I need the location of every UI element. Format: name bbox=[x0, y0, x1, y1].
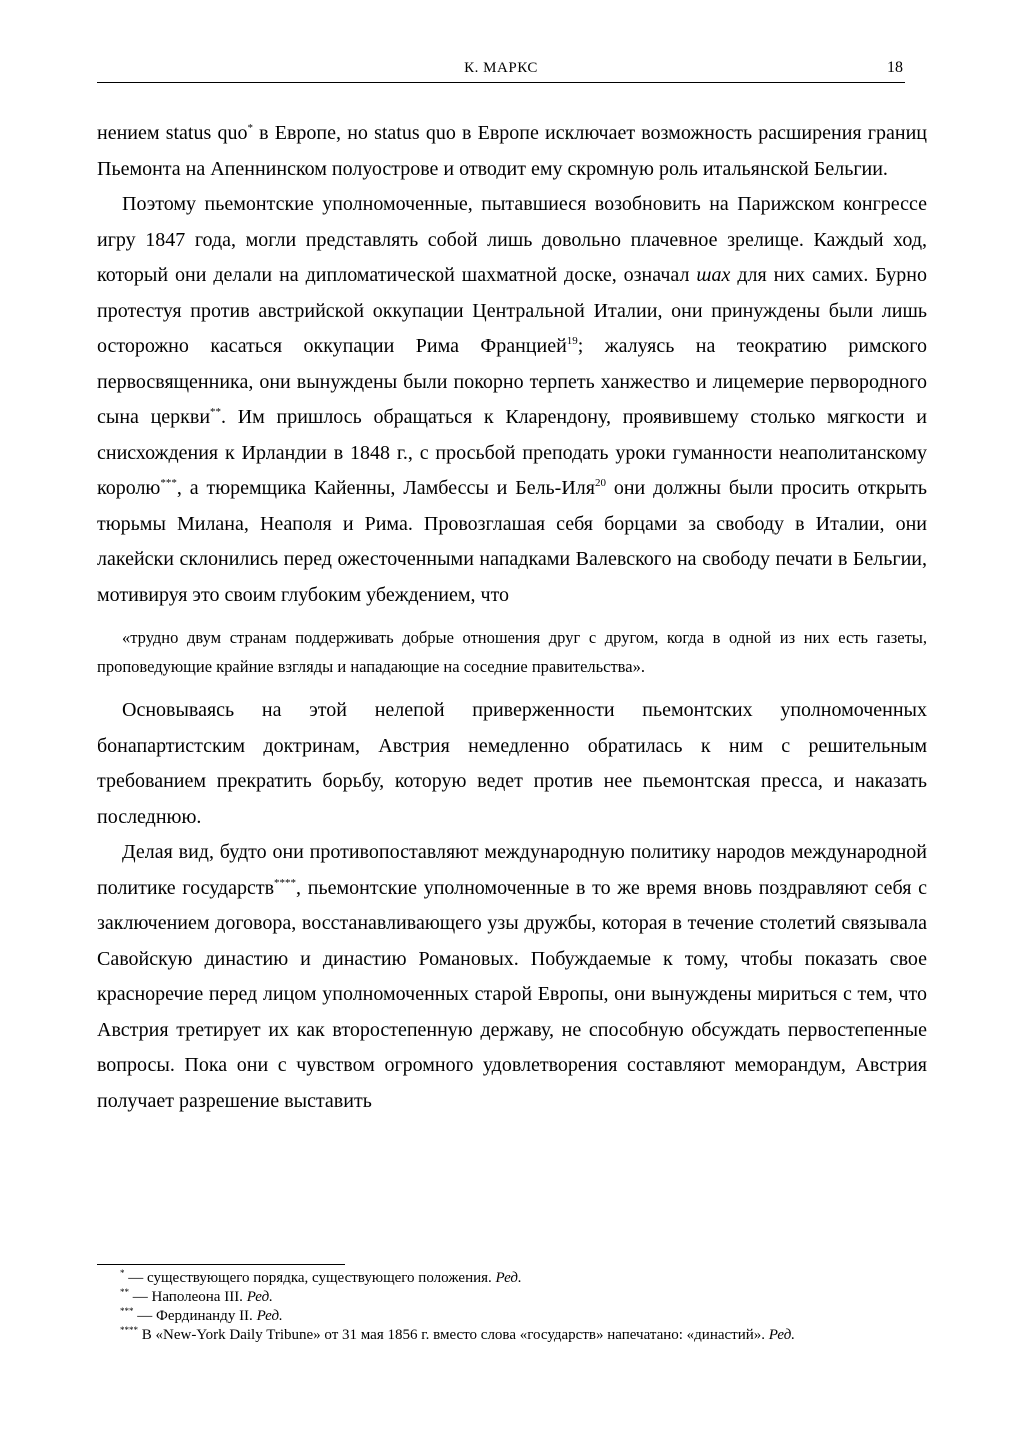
footnote-mark: * bbox=[120, 1268, 125, 1278]
header-title: К. МАРКС bbox=[464, 60, 538, 76]
editor-mark: Ред. bbox=[256, 1308, 283, 1324]
body-text bbox=[97, 116, 927, 1119]
footnote-separator bbox=[97, 1264, 345, 1265]
text-run: Делая вид, будто они противопоставляют международную политику народов международной политике государств bbox=[97, 841, 927, 899]
text-run: ; жалуясь на теократию римского первосвященника, они вынуждены были покорно терпеть ханжество и лицемерие первородного сына церкви bbox=[97, 335, 927, 428]
footnote-2 bbox=[120, 1288, 920, 1307]
text-run: нением status quo bbox=[97, 122, 248, 144]
footnote-mark: ** bbox=[120, 1287, 129, 1297]
editor-mark: Ред. bbox=[246, 1289, 273, 1305]
paragraph-3: Основываясь на этой нелепой приверженности пьемонтских уполномоченных бонапартистским доктринам, Австрия немедленно обратилась к ним с решительным требованием прекратить борьбу, которую ведет против нее пьемонтская пресса, и наказать последнюю. bbox=[97, 699, 927, 828]
footnotes bbox=[120, 1269, 920, 1345]
emphasis-word: шах bbox=[696, 264, 731, 286]
text-run: в Европе, но status quo в Европе исключает возможность расширения границ Пьемонта на Апеннинском полуострове и отводит ему скромную роль итальянской Бельгии. bbox=[97, 122, 927, 180]
footnote-ref: * bbox=[247, 122, 253, 134]
text-run: . Им пришлось обращаться к Кларендону, проявившему столько мягкости и снисхождения к Ирландии в 1848 г., с просьбой преподать уроки гуманности неаполитанскому королю bbox=[97, 406, 927, 499]
running-header bbox=[97, 60, 905, 83]
footnote-text: — Наполеона III. bbox=[129, 1289, 247, 1305]
editor-mark: Ред. bbox=[495, 1270, 522, 1286]
footnote-mark: *** bbox=[120, 1306, 134, 1316]
footnote-ref: ** bbox=[210, 406, 222, 418]
footnote-text: — Фердинанду II. bbox=[133, 1308, 257, 1324]
footnote-ref: 20 bbox=[594, 477, 606, 489]
text-run: они должны были просить открыть тюрьмы Милана, Неаполя и Рима. Провозглашая себя борцами за свободу в Италии, они лакейски склонились перед ожесточенными нападками Валевского на свободу печати в Бельгии, мотивируя это своим глубоким убеждением, что bbox=[97, 477, 927, 606]
page-number: 18 bbox=[887, 59, 903, 76]
block-quote: «трудно двум странам поддерживать добрые отношения друг с другом, когда в одной из них есть газеты, проповедующие крайние взгляды и нападающие на соседние правительства». bbox=[97, 628, 927, 676]
paragraph-2 bbox=[97, 187, 927, 613]
footnote-1 bbox=[120, 1269, 920, 1288]
footnote-text: — существующего порядка, существующего положения. bbox=[124, 1270, 496, 1286]
footnote-ref: 19 bbox=[566, 335, 578, 347]
text-run: , а тюремщика Кайенны, Ламбессы и Бель-Иля bbox=[176, 477, 595, 499]
footnote-ref: **** bbox=[274, 876, 297, 889]
footnote-3 bbox=[120, 1307, 920, 1326]
footnote-mark: **** bbox=[120, 1325, 138, 1335]
text-run: Поэтому пьемонтские уполномоченные, пытавшиеся возобновить на Парижском конгрессе игру 1847 года, могли представлять собой лишь довольно плачевное зрелище. Каждый ход, который они делали на дипломатической шахматной доске, означал bbox=[97, 193, 927, 286]
footnote-ref: *** bbox=[160, 477, 177, 489]
footnote-text: В «New-York Daily Tribune» от 31 мая 1856 г. вместо слова «государств» напечатано: «династий». bbox=[138, 1327, 769, 1343]
paragraph-1 bbox=[97, 116, 927, 187]
footnote-4 bbox=[120, 1326, 920, 1345]
text-run: , пьемонтские уполномоченные в то же время вновь поздравляют себя с заключением договора, восстанавливающего узы дружбы, которая в течение столетий связывала Савойскую династию и династию Романовых. Побуждаемые к тому, чтобы показать свое красноречие перед лицом уполномоченных старой Европы, они вынуждены мириться с тем, что Австрия третирует их как второстепенную державу, не способную обсуждать первостепенные вопросы. Пока они с чувством огромного удовлетворения составляют меморандум, Австрия получает разрешение выставить bbox=[97, 876, 927, 1112]
text-run: для них самих. Бурно протестуя против австрийской оккупации Центральной Италии, они принуждены были лишь осторожно касаться оккупации Рима Францией bbox=[97, 264, 928, 357]
paragraph-4 bbox=[97, 835, 927, 1119]
editor-mark: Ред. bbox=[768, 1327, 796, 1343]
